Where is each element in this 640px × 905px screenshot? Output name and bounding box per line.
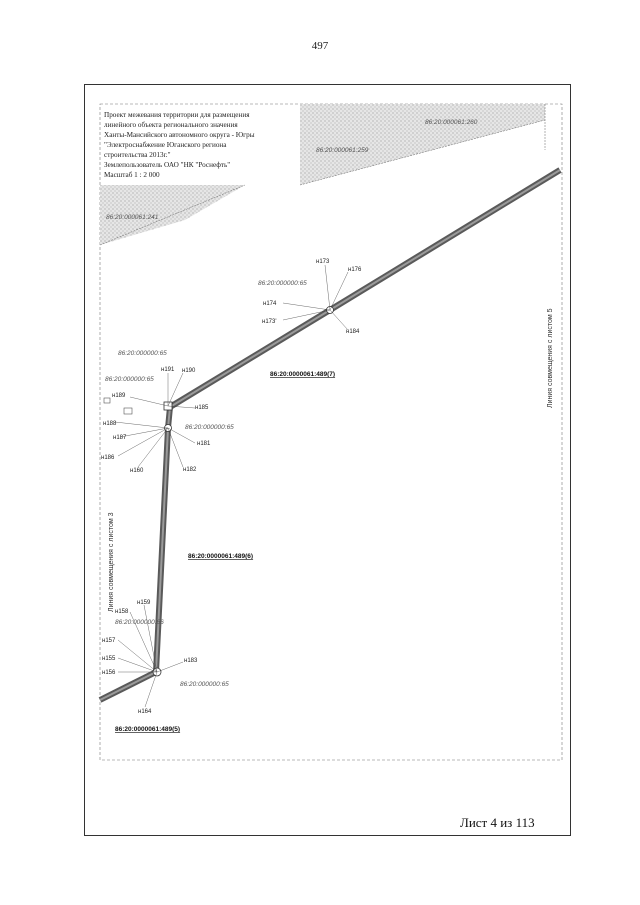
legend-line: Землепользователь ОАО "НК "Роснефть" — [104, 161, 231, 169]
point-label: н189 — [112, 393, 126, 399]
legend-line: Ханты-Мансийского автономного округа - Югры — [104, 131, 255, 139]
parcel-hatch-top — [300, 104, 545, 185]
side-label-left: Линия совмещения с листом 3 — [108, 512, 115, 612]
cadastral-label-65: 86:20:000000:65 — [258, 280, 307, 287]
legend-line: "Электроснабжение Юганского региона — [104, 141, 227, 149]
point-label: н157 — [102, 638, 116, 644]
segment-label-5: 86:20:0000061:489(5) — [115, 726, 181, 733]
point-label: н176 — [348, 267, 362, 273]
point-label: н156 — [102, 670, 116, 676]
point-label: н174 — [263, 301, 277, 307]
side-label-right: Линия совмещения с листом 5 — [547, 308, 554, 408]
point-label: н188 — [103, 421, 117, 427]
point-label: н158 — [115, 609, 129, 615]
small-structure — [124, 408, 132, 414]
point-label: н191 — [161, 367, 175, 373]
point-label: н173' — [262, 319, 277, 325]
point-label: н190 — [182, 368, 196, 374]
point-label: н164 — [138, 709, 152, 715]
page-number: 497 — [311, 40, 329, 52]
cadastral-label-65: 86:20:000000:65 — [185, 424, 234, 431]
segment-label-7: 86:20:0000061:489(7) — [270, 371, 336, 378]
point-label: н181 — [197, 441, 211, 447]
legend-line: линейного объекта регионального значения — [104, 121, 238, 129]
cadastral-label-259: 86:20:000061:259 — [316, 147, 369, 154]
legend-block — [104, 110, 294, 180]
point-label: н173 — [316, 259, 330, 265]
cadastral-label-65: 86:20:000000:65 — [180, 681, 229, 688]
corridor-segment — [100, 170, 560, 700]
point-label: н183 — [184, 658, 198, 664]
point-label: н155 — [102, 656, 116, 662]
point-label: н185 — [195, 405, 209, 411]
cadastral-label-260: 86:20:000061:260 — [425, 119, 478, 126]
cadastral-label-66: 86:20:000000:66 — [115, 619, 164, 626]
point-label: н184 — [346, 329, 360, 335]
segment-label-6: 86:20:0000061:489(6) — [188, 553, 254, 560]
point-label: н159 — [137, 600, 151, 606]
legend-line: Масштаб 1 : 2 000 — [104, 171, 160, 179]
cadastral-label-65: 86:20:000000:65 — [118, 350, 167, 357]
point-label: н187 — [113, 435, 127, 441]
cadastral-label-65: 86:20:000000:65 — [105, 376, 154, 383]
small-structure — [104, 398, 110, 403]
point-label: н182 — [183, 467, 197, 473]
leader-lines — [115, 265, 348, 707]
cadastral-label-241: 86:20:000061:241 — [106, 214, 159, 221]
point-label: н160 — [130, 468, 144, 474]
point-label: н186 — [101, 455, 115, 461]
sheet-number: Лист 4 из 113 — [460, 815, 535, 830]
legend-line: строительства 2013г." — [104, 151, 171, 159]
legend-line: Проект межевания территории для размещения — [104, 111, 250, 119]
